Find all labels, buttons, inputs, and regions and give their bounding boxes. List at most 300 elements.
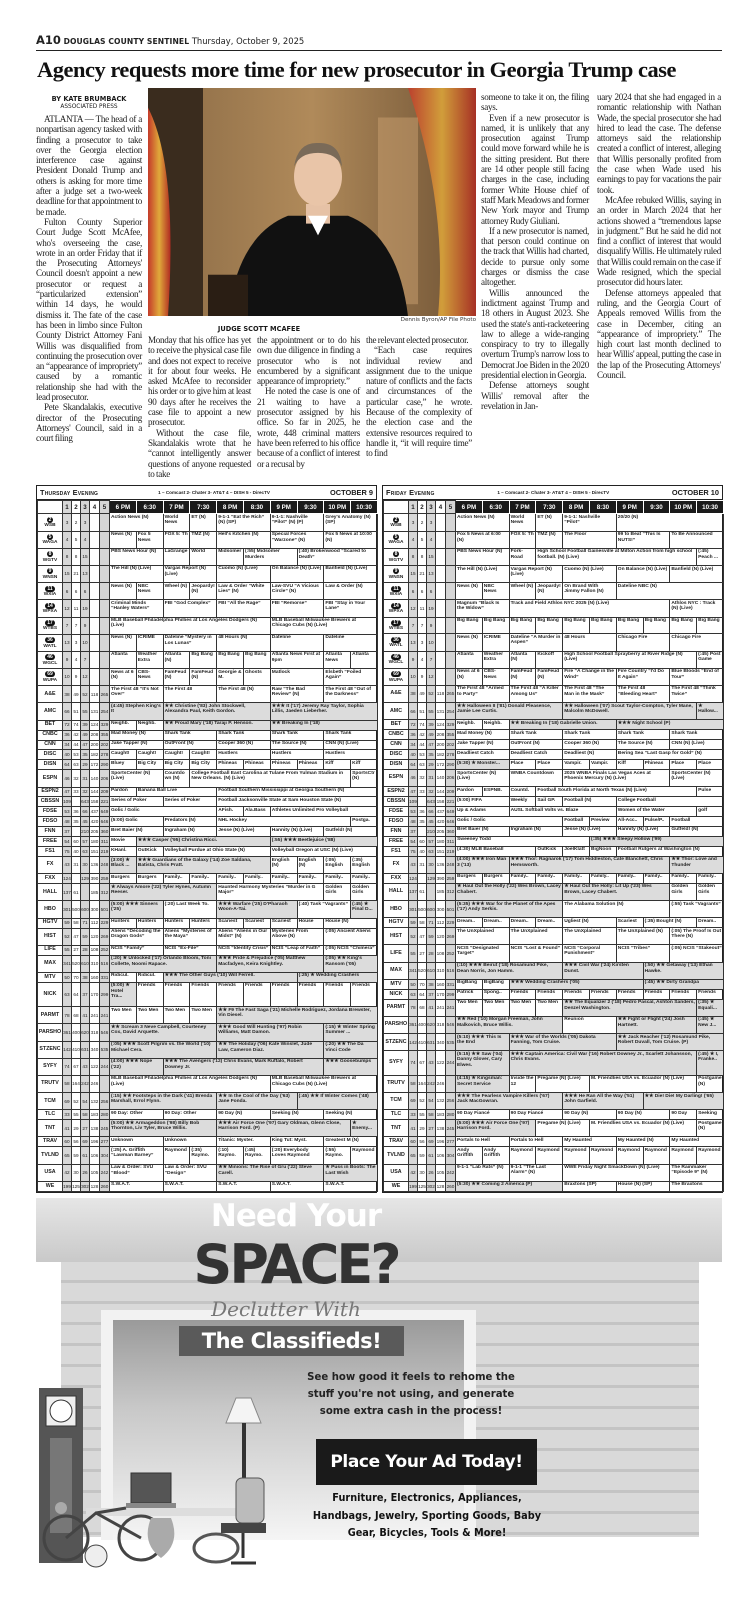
show-listing[interactable]: News (N)	[456, 583, 483, 600]
show-listing[interactable]: Haunted Harmony Mysteries “Murder in G Major”	[217, 884, 324, 901]
show-listing[interactable]: The Alabama Solution (N)	[563, 901, 670, 918]
show-listing[interactable]: Grey's Anatomy (N) (SP)	[324, 514, 378, 531]
show-listing[interactable]: Golden Girls	[697, 883, 724, 900]
show-listing[interactable]: 90 Day	[670, 1110, 697, 1120]
movie-listing[interactable]: (4:45) Stephen King's It	[110, 703, 164, 720]
show-listing[interactable]: Braxtons (SP)	[563, 1181, 617, 1191]
movie-listing[interactable]: ★★★ The Avengers ('12) Chris Evans, Mark Ruffalo, Robert Downey Jr.	[163, 1058, 324, 1075]
movie-listing[interactable]: ★★ Red ('10) Morgan Freeman, John Malkovich, Bruce Willis.	[456, 1016, 563, 1033]
show-listing[interactable]: Two Men	[110, 1007, 137, 1024]
movie-listing[interactable]: ★★★ Civil War ('24) Kirsten Dunst.	[563, 962, 643, 979]
show-listing[interactable]: LaGrange	[163, 548, 190, 565]
show-listing[interactable]: Pardon	[110, 787, 137, 797]
show-listing[interactable]: Action News (N)	[456, 514, 510, 531]
show-listing[interactable]: The UnXplained	[456, 928, 510, 945]
channel-cell[interactable]	[384, 703, 409, 720]
channel-cell[interactable]	[384, 1164, 409, 1181]
show-listing[interactable]: Family..	[324, 874, 351, 884]
show-listing[interactable]: Ingraham (N)	[163, 827, 217, 837]
show-listing[interactable]: House (N) (SP)	[616, 1181, 670, 1191]
show-listing[interactable]: Deadliest (N)	[563, 750, 617, 760]
show-listing[interactable]: Big Bang	[589, 617, 616, 634]
show-listing[interactable]: OutFront (N)	[163, 740, 217, 750]
show-listing[interactable]: ICRIME	[136, 634, 163, 651]
show-listing[interactable]: Phineas	[297, 760, 324, 770]
show-listing[interactable]: Football South Florida at North Texas (N) (Live)	[536, 787, 697, 797]
show-listing[interactable]: (:25) A. Griffith “Lawman Barney”	[110, 1147, 164, 1164]
show-listing[interactable]: Greatest M (N)	[324, 1137, 378, 1147]
show-listing[interactable]: Atlanta	[351, 651, 378, 668]
show-listing[interactable]: Big Bang	[509, 617, 536, 634]
show-listing[interactable]: ICRIME	[482, 634, 509, 651]
show-listing[interactable]: ESPNB.	[482, 787, 509, 797]
show-listing[interactable]: The UnXplained	[563, 928, 617, 945]
show-listing[interactable]: 90 Day Fiancé	[456, 1110, 510, 1120]
channel-cell[interactable]	[38, 651, 63, 668]
movie-listing[interactable]: (:10) ★★★ Beirut ('18) Rosamund Pike, Dean Norris, Jon Hamm.	[456, 962, 563, 979]
show-listing[interactable]: Jesse (N) (Live)	[563, 826, 617, 836]
show-listing[interactable]: (:05) Ancient Aliens	[324, 928, 378, 945]
show-listing[interactable]: Weather Extra	[482, 651, 509, 668]
show-listing[interactable]: Phineas	[217, 760, 244, 770]
show-listing[interactable]: Neighb.	[456, 720, 483, 730]
channel-cell[interactable]	[38, 1041, 63, 1058]
channel-cell[interactable]	[38, 1024, 63, 1041]
movie-listing[interactable]: (:50) ★★ Getaway ('13) Ethan Hawke.	[643, 962, 723, 979]
show-listing[interactable]: Atlanta	[110, 651, 137, 668]
show-listing[interactable]: Aliens “Mysteries of the Maya”	[163, 928, 217, 945]
show-listing[interactable]: Big City	[163, 760, 190, 770]
show-listing[interactable]: (:55) Raymo.	[324, 1147, 351, 1164]
show-listing[interactable]: On Brand With Jimmy Fallon (N)	[563, 583, 617, 600]
show-listing[interactable]: Ingraham (N)	[509, 826, 563, 836]
channel-cell[interactable]	[38, 807, 63, 817]
movie-listing[interactable]: ★ Haul Out the Holly: Lit Up ('23) Wes Brown, Lacey Chabert.	[563, 883, 670, 900]
channel-cell[interactable]	[38, 1093, 63, 1110]
show-listing[interactable]: 90 Day (N)	[563, 1110, 617, 1120]
show-listing[interactable]: Vargas Report (N) (Live)	[509, 566, 563, 583]
show-listing[interactable]: Place	[670, 760, 697, 770]
show-listing[interactable]: Family..	[217, 874, 244, 884]
show-listing[interactable]: English (N)	[297, 857, 324, 874]
show-listing[interactable]: The Source (N)	[270, 740, 324, 750]
channel-cell[interactable]	[38, 1075, 63, 1092]
show-listing[interactable]: Unknown	[163, 1137, 217, 1147]
show-listing[interactable]: (:20) Everybody Loves Raymond	[270, 1147, 324, 1164]
show-listing[interactable]: Elsbeth “Foiled Again”	[324, 669, 378, 686]
show-listing[interactable]: Bering Sea “Last Gasp for Gold” (N)	[616, 750, 723, 760]
show-listing[interactable]: Shark Tank	[563, 730, 617, 740]
show-listing[interactable]: Caught!	[136, 750, 163, 760]
show-listing[interactable]: Two Men	[509, 999, 536, 1016]
show-listing[interactable]: Countdown (N)	[163, 770, 190, 787]
show-listing[interactable]: Kiff	[324, 760, 351, 770]
channel-cell[interactable]	[38, 837, 63, 847]
show-listing[interactable]: King Tut: Myst.	[270, 1137, 324, 1147]
channel-cell[interactable]	[38, 565, 63, 582]
show-listing[interactable]: Raymond	[509, 1147, 536, 1164]
show-listing[interactable]: Deadliest Catch	[456, 750, 510, 760]
show-listing[interactable]: Two Men	[482, 999, 509, 1016]
show-listing[interactable]: My Haunted (N)	[616, 1137, 670, 1147]
show-listing[interactable]: The First 48 “Armed to Party”	[456, 685, 510, 702]
show-listing[interactable]: Fox 5 News at 10:00 (N)	[324, 531, 378, 548]
show-listing[interactable]: Raymond	[616, 1147, 643, 1164]
channel-cell[interactable]	[384, 651, 409, 668]
show-listing[interactable]: Georgie & M.	[217, 669, 244, 686]
show-listing[interactable]: Shark Tank	[324, 730, 378, 740]
channel-cell[interactable]	[38, 817, 63, 827]
movie-listing[interactable]: (:25) ★ Wedding Crashers	[297, 972, 377, 982]
movie-listing[interactable]: (4:00) ★★★ Nope ('22)	[110, 1058, 164, 1075]
channel-cell[interactable]	[384, 720, 409, 730]
show-listing[interactable]: Football Jacksonville State at Sam Houston State (N)	[217, 797, 378, 807]
show-listing[interactable]: Cuomo (N) (Live)	[217, 565, 271, 582]
show-listing[interactable]: Family..	[270, 874, 297, 884]
show-listing[interactable]: Postga.	[351, 817, 378, 827]
show-listing[interactable]: BigBang	[456, 979, 483, 989]
show-listing[interactable]: Jake Tapper (N)	[110, 740, 164, 750]
channel-cell[interactable]	[38, 600, 63, 617]
show-listing[interactable]: CNN (N) (Live)	[670, 740, 724, 750]
show-listing[interactable]: Kickoff	[536, 651, 563, 668]
movie-listing[interactable]: (5:00) ★ Hotel Tra...	[110, 982, 137, 1006]
movie-listing[interactable]: ★★ Breaking In ('18)	[270, 720, 377, 730]
show-listing[interactable]: Law & Order “White Lies” (N)	[217, 583, 271, 600]
movie-listing[interactable]: (5:15) ★★ Saw ('04) Danny Glover, Cary Elwes.	[456, 1051, 510, 1075]
channel-cell[interactable]	[38, 945, 63, 955]
show-listing[interactable]: Big Bang	[563, 617, 590, 634]
channel-cell[interactable]	[384, 999, 409, 1016]
show-listing[interactable]: NBC News	[136, 583, 163, 600]
show-listing[interactable]: Titanic: Myster.	[217, 1137, 271, 1147]
show-listing[interactable]: Raymond	[697, 1147, 724, 1164]
show-listing[interactable]: Seeking (N)	[270, 1110, 324, 1120]
show-listing[interactable]: Big Bang	[190, 651, 217, 668]
channel-cell[interactable]	[384, 566, 409, 583]
show-listing[interactable]: 90 Day: Other	[163, 1110, 217, 1120]
show-listing[interactable]: Jesse (N) (Live)	[217, 827, 271, 837]
show-listing[interactable]: Kiff	[616, 760, 643, 770]
show-listing[interactable]: M. Friendlies USA vs. Ecuador (N) (Live)	[589, 1075, 696, 1092]
movie-listing[interactable]: ★★ Fight or Flight ('24) Josh Hartnett.	[616, 1016, 696, 1033]
show-listing[interactable]: Two Men	[456, 999, 483, 1016]
channel-cell[interactable]	[38, 797, 63, 807]
movie-listing[interactable]: ★★ Halloween ('07) Scout Taylor-Compton, Tyler Mane, Malcolm McDowell.	[563, 703, 697, 720]
channel-cell[interactable]	[38, 686, 63, 703]
movie-listing[interactable]: ★★ F9 The Fast Saga ('21) Michelle Rodriguez, Jordana Brewster, Vin Diesel.	[217, 1007, 378, 1024]
show-listing[interactable]: Two Men	[136, 1007, 163, 1024]
channel-cell[interactable]	[38, 901, 63, 918]
show-listing[interactable]: Place	[536, 760, 563, 770]
channel-cell[interactable]	[38, 730, 63, 740]
show-listing[interactable]: Vampir.	[563, 760, 590, 770]
show-listing[interactable]: Postgame (N)	[697, 1075, 724, 1092]
show-listing[interactable]: Ugliest (N)	[563, 918, 617, 928]
channel-cell[interactable]	[384, 826, 409, 836]
show-listing[interactable]: AFish.	[217, 807, 244, 817]
show-listing[interactable]: Hunters	[163, 918, 190, 928]
show-listing[interactable]: Patrick	[456, 989, 483, 999]
show-listing[interactable]: Midsomer	[217, 548, 244, 565]
show-listing[interactable]: The Hill (N) (Live)	[456, 566, 510, 583]
show-listing[interactable]: The UnXplained (N)	[616, 928, 670, 945]
show-listing[interactable]: NCIS “Lost & Found”	[509, 945, 563, 962]
show-listing[interactable]: Hustlers	[324, 750, 378, 760]
show-listing[interactable]: Portals to Hell	[456, 1137, 510, 1147]
channel-cell[interactable]	[384, 1051, 409, 1075]
channel-cell[interactable]	[384, 685, 409, 702]
show-listing[interactable]: Family..	[509, 873, 536, 883]
show-listing[interactable]: Family..	[190, 874, 217, 884]
channel-cell[interactable]	[38, 514, 63, 531]
show-listing[interactable]: Hunters	[110, 918, 137, 928]
movie-listing[interactable]: (:35) ★ Equali...	[697, 999, 724, 1016]
channel-cell[interactable]	[38, 928, 63, 945]
show-listing[interactable]: Unknown	[110, 1137, 164, 1147]
movie-listing[interactable]: ★★★ The Fearless Vampire Killers ('67) Jack MacGowran.	[456, 1093, 563, 1110]
channel-cell[interactable]	[384, 1075, 409, 1092]
channel-cell[interactable]	[384, 1093, 409, 1110]
show-listing[interactable]: Friends	[351, 982, 378, 1006]
show-listing[interactable]: Kiff	[351, 760, 378, 770]
show-listing[interactable]: 48 Hours (N)	[217, 634, 271, 651]
movie-listing[interactable]: (3:00) ★ Black ...	[110, 857, 137, 874]
show-listing[interactable]: Mysteries From Above (N)	[270, 928, 324, 945]
show-listing[interactable]: Big City	[136, 760, 163, 770]
show-listing[interactable]: (5:00) Golic	[110, 817, 164, 827]
show-listing[interactable]: Bret Baier (N)	[456, 826, 510, 836]
channel-cell[interactable]	[384, 668, 409, 685]
show-listing[interactable]: Burgers	[482, 873, 509, 883]
show-listing[interactable]: MLB Baseball Milwaukee Brewers at Chicago Cubs (N) (Live)	[270, 1075, 377, 1092]
show-listing[interactable]: Raymond	[589, 1147, 616, 1164]
channel-cell[interactable]	[384, 600, 409, 617]
show-listing[interactable]: Scariest	[616, 918, 643, 928]
channel-cell[interactable]	[384, 760, 409, 770]
show-listing[interactable]: 20/20 (N)	[616, 514, 723, 531]
show-listing[interactable]: Raymond	[670, 1147, 697, 1164]
show-listing[interactable]: Football Southern Mississippi at Georgia Southern (N)	[217, 787, 378, 797]
channel-cell[interactable]	[38, 1058, 63, 1075]
movie-listing[interactable]: ★★ Thor: Love and Thunder	[670, 856, 724, 873]
show-listing[interactable]: Gutfeld! (N)	[324, 827, 378, 837]
show-listing[interactable]: Friends	[136, 982, 163, 1006]
show-listing[interactable]: Two Men	[190, 1007, 217, 1024]
movie-listing[interactable]: (:20) ★★ The Da Vinci Code	[324, 1041, 378, 1058]
movie-listing[interactable]: ★★★ Good Will Hunting ('97) Robin Williams, Matt Damon.	[217, 1024, 324, 1041]
show-listing[interactable]: Law & Order: SVU “Blood”	[110, 1164, 164, 1181]
show-listing[interactable]: Place	[697, 760, 724, 770]
movie-listing[interactable]: (:45) ★ Final D...	[351, 901, 378, 918]
show-listing[interactable]: News (N)	[110, 634, 137, 651]
show-listing[interactable]: Pulse/P..	[643, 817, 670, 827]
show-listing[interactable]: Shark Tank	[163, 730, 217, 740]
show-listing[interactable]: CBS-News	[136, 669, 163, 686]
movie-listing[interactable]: ★ Haul Out the Holly ('22) Wes Brown, Lacey Chabert.	[456, 883, 563, 900]
show-listing[interactable]: Seeking	[697, 1110, 724, 1120]
show-listing[interactable]: BigBang	[482, 979, 509, 989]
channel-cell[interactable]	[384, 962, 409, 979]
channel-cell[interactable]	[38, 1137, 63, 1147]
show-listing[interactable]: Friends	[217, 982, 244, 1006]
movie-listing[interactable]: ★★★ Warfare ('25) D'Pharaoh Woon-A-Tai.	[217, 901, 297, 918]
show-listing[interactable]: FBI “Stay in Your Lane”	[324, 600, 378, 617]
show-listing[interactable]: Fire Country “I'd Do It Again”	[616, 668, 670, 685]
show-listing[interactable]: Sail GP.	[536, 797, 563, 807]
show-listing[interactable]: TMZ (N)	[536, 531, 563, 548]
show-listing[interactable]: Golic / Golic	[456, 817, 563, 827]
show-listing[interactable]: FamFeud (N)	[536, 668, 563, 685]
movie-listing[interactable]: ★★ Breaking In ('18) Gabrielle Union.	[509, 720, 616, 730]
show-listing[interactable]: 90 Day: Other	[110, 1110, 164, 1120]
show-listing[interactable]: FBI “God Complex”	[163, 600, 217, 617]
show-listing[interactable]: Andy Griffith	[456, 1147, 483, 1164]
show-listing[interactable]: Phineas	[270, 760, 297, 770]
channel-cell[interactable]	[38, 1147, 63, 1164]
movie-listing[interactable]: ★★ Minions: The Rise of Gru ('22) Steve Carell.	[217, 1164, 324, 1181]
movie-listing[interactable]: ★★★ Thor: Ragnarok ('17) Tom Hiddleston, Cate Blanchett, Chris Hemsworth.	[509, 856, 670, 873]
show-listing[interactable]: Atlanta	[456, 651, 483, 668]
show-listing[interactable]: Football Rutgers at Washington (N)	[616, 846, 723, 856]
show-listing[interactable]: Raymond	[351, 1147, 378, 1164]
movie-listing[interactable]: ★★★ The Other Guys ('10) Will Ferrell.	[163, 972, 297, 982]
show-listing[interactable]: TMZ (N)	[190, 531, 217, 548]
movie-listing[interactable]: (:15) ★★ Footsteps in the Dark ('41) Brenda Marshall, Errol Flynn.	[110, 1093, 217, 1110]
show-listing[interactable]: Ridicul.	[136, 972, 163, 982]
show-listing[interactable]: Golden Girls	[324, 884, 351, 901]
show-listing[interactable]: Chicago Fire	[670, 634, 724, 651]
channel-cell[interactable]	[384, 1181, 409, 1191]
show-listing[interactable]: FBI “All the Rage”	[217, 600, 271, 617]
show-listing[interactable]: Friends	[509, 989, 536, 999]
show-listing[interactable]: Shark Tank	[670, 730, 724, 740]
show-listing[interactable]: Fox 5 News	[136, 531, 163, 548]
show-listing[interactable]: On Balance (N) (Live)	[270, 565, 324, 582]
show-listing[interactable]: Fire “A Change in the Wind”	[563, 668, 617, 685]
show-listing[interactable]: Deadliest Catch	[509, 750, 563, 760]
show-listing[interactable]: S.W.A.T.	[270, 1181, 324, 1191]
show-listing[interactable]: ET (N)	[536, 514, 563, 531]
show-listing[interactable]: OutKick	[136, 847, 163, 857]
show-listing[interactable]: SportsCenter (N) (Live)	[456, 770, 510, 787]
show-listing[interactable]: CBS-News	[482, 668, 509, 685]
show-listing[interactable]: ET (N)	[190, 514, 217, 531]
show-listing[interactable]: Dateline NBC (N)	[616, 583, 723, 600]
channel-cell[interactable]	[38, 787, 63, 797]
show-listing[interactable]: NCIS “Family”	[110, 945, 164, 955]
show-listing[interactable]: Reunion	[563, 1016, 617, 1033]
show-listing[interactable]: The UnXplained	[509, 928, 563, 945]
show-listing[interactable]: Friends	[589, 989, 616, 999]
movie-listing[interactable]: ★★★ He Ran All the Way ('51) John Garfield.	[563, 1093, 643, 1110]
show-listing[interactable]: Matlock	[270, 669, 324, 686]
movie-listing[interactable]: (5:30) ★ Monster...	[456, 760, 510, 770]
channel-cell[interactable]	[38, 918, 63, 928]
channel-cell[interactable]	[38, 720, 63, 730]
channel-cell[interactable]	[38, 857, 63, 874]
show-listing[interactable]: S.W.A.T.	[324, 1181, 378, 1191]
show-listing[interactable]: Dream..	[482, 918, 509, 928]
show-listing[interactable]: Family..	[563, 873, 590, 883]
show-listing[interactable]: Cuomo (N) (Live)	[563, 566, 617, 583]
show-listing[interactable]: Law & Order: SVU “Design”	[163, 1164, 217, 1181]
show-listing[interactable]: Raw “The Bad Review” (N)	[270, 686, 324, 703]
show-listing[interactable]: Golden Girls	[351, 884, 378, 901]
channel-cell[interactable]	[384, 836, 409, 846]
channel-cell[interactable]	[384, 634, 409, 651]
show-listing[interactable]: Up & Adams	[456, 807, 510, 817]
show-listing[interactable]: 9-1-1: Nashville “Pilot” (N) (P)	[270, 514, 324, 531]
channel-cell[interactable]	[384, 846, 409, 856]
show-listing[interactable]: Track and Field Athlos NYC 2025 (N) (Live)	[509, 600, 670, 617]
show-listing[interactable]: (:55) Midsomer Murders	[243, 548, 297, 565]
movie-listing[interactable]: ★★★ Casper ('95) Christina Ricci.	[136, 837, 270, 847]
channel-cell[interactable]	[384, 945, 409, 962]
channel-cell[interactable]	[384, 1147, 409, 1164]
show-listing[interactable]: Family..	[536, 873, 563, 883]
show-listing[interactable]: Family..	[670, 873, 697, 883]
show-listing[interactable]: Ala.Bass	[243, 807, 270, 817]
show-listing[interactable]: The First 48 “It's Not Over”	[110, 686, 164, 703]
show-listing[interactable]: Football	[670, 817, 724, 827]
show-listing[interactable]: Golic / Golic	[110, 807, 217, 817]
show-listing[interactable]: Portals to Hell	[509, 1137, 563, 1147]
show-listing[interactable]: Cooper 360 (N)	[563, 740, 617, 750]
channel-cell[interactable]	[384, 617, 409, 634]
show-listing[interactable]: Big Bang	[536, 617, 563, 634]
show-listing[interactable]: Family..	[697, 873, 724, 883]
show-listing[interactable]: To Be Announced	[670, 531, 724, 548]
channel-cell[interactable]	[384, 583, 409, 600]
show-listing[interactable]: Scariest	[270, 918, 297, 928]
show-listing[interactable]: Scariest	[217, 918, 244, 928]
show-listing[interactable]: OutKick	[536, 846, 563, 856]
show-listing[interactable]: My Haunted	[670, 1137, 724, 1147]
show-listing[interactable]: Weekly	[509, 797, 536, 807]
show-listing[interactable]: Friends	[670, 989, 697, 999]
show-listing[interactable]: Ghosts	[243, 669, 270, 686]
show-listing[interactable]: Hustlers	[217, 750, 271, 760]
channel-cell[interactable]	[38, 1007, 63, 1024]
show-listing[interactable]: 99 to Beat “This Is NUTS!”	[616, 531, 670, 548]
movie-listing[interactable]: (:15) ★ Winter Spring Summer ...	[324, 1024, 378, 1041]
channel-cell[interactable]	[384, 1137, 409, 1147]
show-listing[interactable]: Family..	[589, 873, 616, 883]
channel-cell[interactable]	[384, 730, 409, 740]
show-listing[interactable]: Big Bang	[697, 617, 724, 634]
show-listing[interactable]: (5:00) FIFA	[456, 797, 510, 807]
show-listing[interactable]: Gutfeld! (N)	[670, 826, 724, 836]
channel-cell[interactable]	[384, 1034, 409, 1051]
show-listing[interactable]: Caught!	[190, 750, 217, 760]
show-listing[interactable]: Neighb.	[136, 720, 163, 730]
movie-listing[interactable]: ★★ Scream 3 Neve Campbell, Courteney Cox, David Arquette.	[110, 1024, 217, 1041]
show-listing[interactable]: Bret Baier (N)	[110, 827, 164, 837]
movie-listing[interactable]: (:45) ★★ If Winter Comes ('48)	[297, 1093, 377, 1110]
show-listing[interactable]: Ridicul.	[110, 972, 137, 982]
show-listing[interactable]: BigNoon	[589, 846, 616, 856]
show-listing[interactable]: NHL Hockey	[217, 817, 351, 827]
show-listing[interactable]: 9-1-1 “The Last Alarm” (N)	[509, 1164, 563, 1181]
show-listing[interactable]: Phineas	[643, 760, 670, 770]
show-listing[interactable]: Law-SVU “A Vicious Circle” (N)	[270, 583, 324, 600]
channel-cell[interactable]	[384, 873, 409, 883]
channel-cell[interactable]	[384, 787, 409, 797]
movie-listing[interactable]: ★ Puss in Boots: The Last Wish	[324, 1164, 378, 1181]
show-listing[interactable]: OutFront (N)	[509, 740, 563, 750]
show-listing[interactable]: Burgers	[110, 874, 137, 884]
